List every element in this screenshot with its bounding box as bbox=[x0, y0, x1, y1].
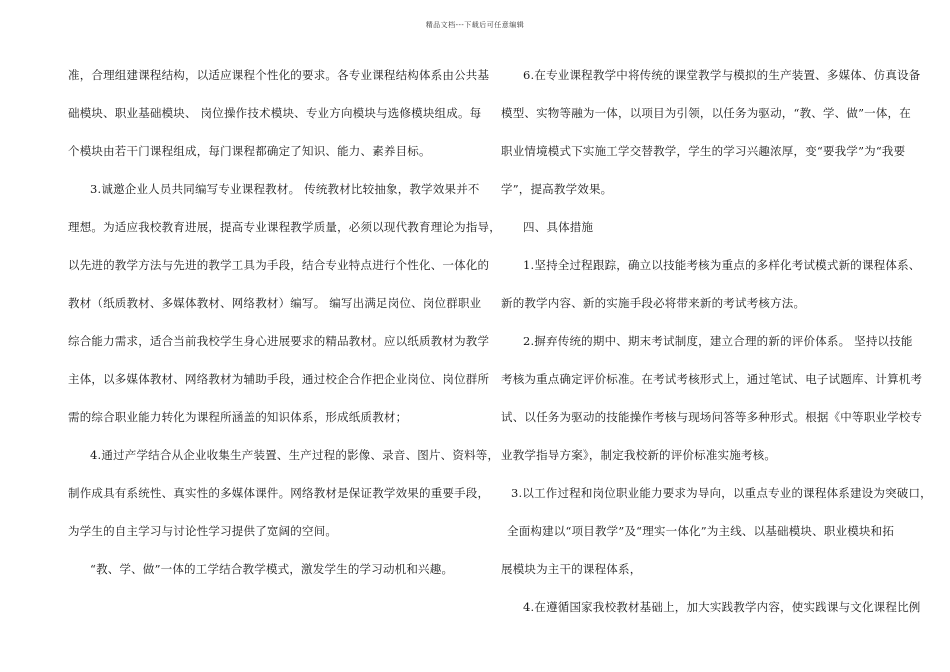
text-line: “教、学、做”一体的工学结合教学模式，激发学生的学习动机和兴趣。 bbox=[90, 562, 454, 576]
text-line: 四、具体措施 bbox=[523, 220, 594, 234]
text-line: 展模块为主干的课程体系， bbox=[501, 562, 642, 576]
text-line: 需的综合职业能力转化为课程所涵盖的知识体系，形成纸质教材； bbox=[68, 410, 408, 424]
text-line: 制作成具有系统性、真实性的多媒体课件。网络教材是保证教学效果的重要手段， bbox=[68, 486, 490, 500]
text-line: 3.以工作过程和岗位职业能力要求为导向，以重点专业的课程体系建设为突破口， bbox=[511, 486, 932, 500]
text-line: 4.在遵循国家我校教材基础上，加大实践教学内容，使实践课与文化课程比例 bbox=[523, 600, 921, 614]
text-line: 业教学指导方案》，制定我校新的评价标准实施考核。 bbox=[501, 448, 777, 462]
text-line: 主体，以多媒体教材、网络教材为辅助手段，通过校企合作把企业岗位、岗位群所 bbox=[68, 372, 490, 386]
text-line: 2.摒弃传统的期中、期末考试制度，建立合理的新的评价体系。 坚持以技能 bbox=[523, 334, 913, 348]
text-line: 综合能力需求，适合当前我校学生身心进展要求的精品教材。应以纸质教材为教学 bbox=[68, 334, 490, 348]
right-column bbox=[501, 56, 932, 626]
text-line: 3.诚邀企业人员共同编写专业课程教材。 传统教材比较抽象，教学效果并不 bbox=[90, 182, 480, 196]
text-line: 6.在专业课程教学中将传统的课堂教学与模拟的生产装置、多媒体、仿真设备 bbox=[523, 68, 921, 82]
text-line: 础模块、职业基础模块、 岗位操作技术模块、专业方向模块与选修模块组成。每 bbox=[68, 106, 482, 120]
text-line: 准，合理组建课程结构，以适应课程个性化的要求。各专业课程结构体系由公共基 bbox=[68, 68, 490, 82]
text-line: 4.通过产学结合从企业收集生产装置、生产过程的影像、录音、图片、资料等， bbox=[90, 448, 500, 462]
text-line: 模型、实物等融为一体，以项目为引领，以任务为驱动，“教、学、做”一体，在 bbox=[501, 106, 911, 120]
text-line: 个模块由若干门课程组成，每门课程都确定了知识、能力、素养目标。 bbox=[68, 144, 431, 158]
text-line: 理想。为适应我校教育进展，提高专业课程教学质量，必须以现代教育理论为指导， bbox=[68, 220, 501, 234]
text-line: 教材（纸质教材、多媒体教材、网络教材）编写。 编写出满足岗位、岗位群职业 bbox=[68, 296, 482, 310]
text-line: 试、以任务为驱动的技能操作考核与现场问答等多种形式。根据《中等职业学校专 bbox=[501, 410, 923, 424]
text-line: 1.坚持全过程跟踪，确立以技能考核为重点的多样化考试模式新的课程体系、 bbox=[523, 258, 921, 272]
left-column bbox=[68, 56, 501, 588]
text-line: 新的教学内容、新的实施手段必将带来新的考试考核方法。 bbox=[501, 296, 806, 310]
text-line: 职业情境模式下实施工学交替教学，学生的学习兴趣浓厚，变“要我学”为“我要 bbox=[501, 144, 906, 158]
text-line: 以先进的教学方法与先进的教学工具为手段，结合专业特点进行个性化、一体化的 bbox=[68, 258, 490, 272]
text-line: 考核为重点确定评价标准。在考试考核形式上，通过笔试、电子试题库、计算机考 bbox=[501, 372, 923, 386]
page-header: 精品文档---下载后可任意编辑 bbox=[425, 21, 525, 29]
text-line: 为学生的自主学习与讨论性学习提供了宽阔的空间。 bbox=[68, 524, 338, 538]
text-line: 全面构建以“项目教学”及“理实一体化”为主线、以基础模块、职业模块和拓 bbox=[507, 524, 895, 538]
text-line: 学”，提高教学效果。 bbox=[501, 182, 613, 196]
